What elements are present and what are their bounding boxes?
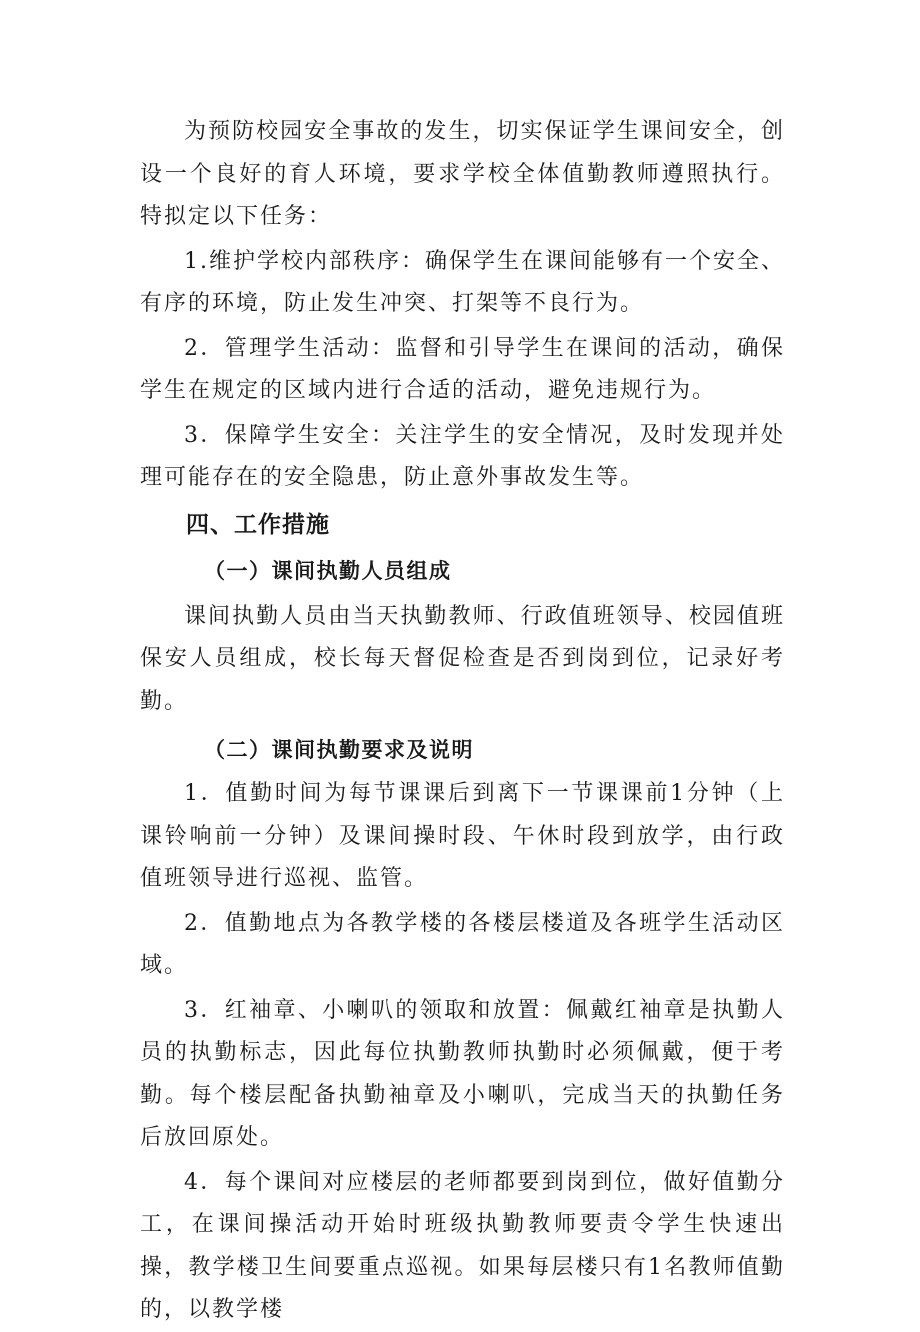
task-item-1: 1.维护学校内部秩序：确保学生在课间能够有一个安全、有序的环境，防止发生冲突、打架等不良行为。 (140, 248, 785, 316)
requirement-item-4: 4．每个课间对应楼层的老师都要到岗到位，做好值勤分工，在课间操活动开始时班级执勤教师要责令学生快速出操，教学楼卫生间要重点巡视。如果每层楼只有1名教师值勤的，以教学楼 (140, 1169, 785, 1322)
subsection-heading-staff: （一）课间执勤人员组成 (204, 557, 452, 583)
task-item-3: 3．保障学生安全：关注学生的安全情况，及时发现并处理可能存在的安全隐患，防止意外事故发生等。 (140, 422, 785, 490)
requirement-item-1: 1．值勤时间为每节课课后到离下一节课课前1分钟（上课铃响前一分钟）及课间操时段、午休时段到放学，由行政值班领导进行巡视、监管。 (140, 781, 785, 891)
task-item-2: 2．管理学生活动：监督和引导学生在课间的活动，确保学生在规定的区域内进行合适的活动，避免违规行为。 (140, 335, 785, 403)
requirement-item-3: 3．红袖章、小喇叭的领取和放置：佩戴红袖章是执勤人员的执勤标志，因此每位执勤教师执勤时必须佩戴，便于考勤。每个楼层配备执勤袖章及小喇叭，完成当天的执勤任务后放回原处。 (140, 997, 785, 1150)
document-body (140, 111, 785, 1332)
section-heading-work-measures: 四、工作措施 (186, 511, 330, 538)
staff-paragraph: 课间执勤人员由当天执勤教师、行政值班领导、校园值班保安人员组成，校长每天督促检查是否到岗到位，记录好考勤。 (140, 603, 785, 714)
intro-paragraph: 为预防校园安全事故的发生，切实保证学生课间安全，创设一个良好的育人环境，要求学校全体值勤教师遵照执行。特拟定以下任务： (140, 119, 785, 229)
requirement-item-2: 2．值勤地点为各教学楼的各楼层楼道及各班学生活动区域。 (140, 910, 785, 978)
subsection-heading-requirements: （二）课间执勤要求及说明 (204, 737, 474, 762)
